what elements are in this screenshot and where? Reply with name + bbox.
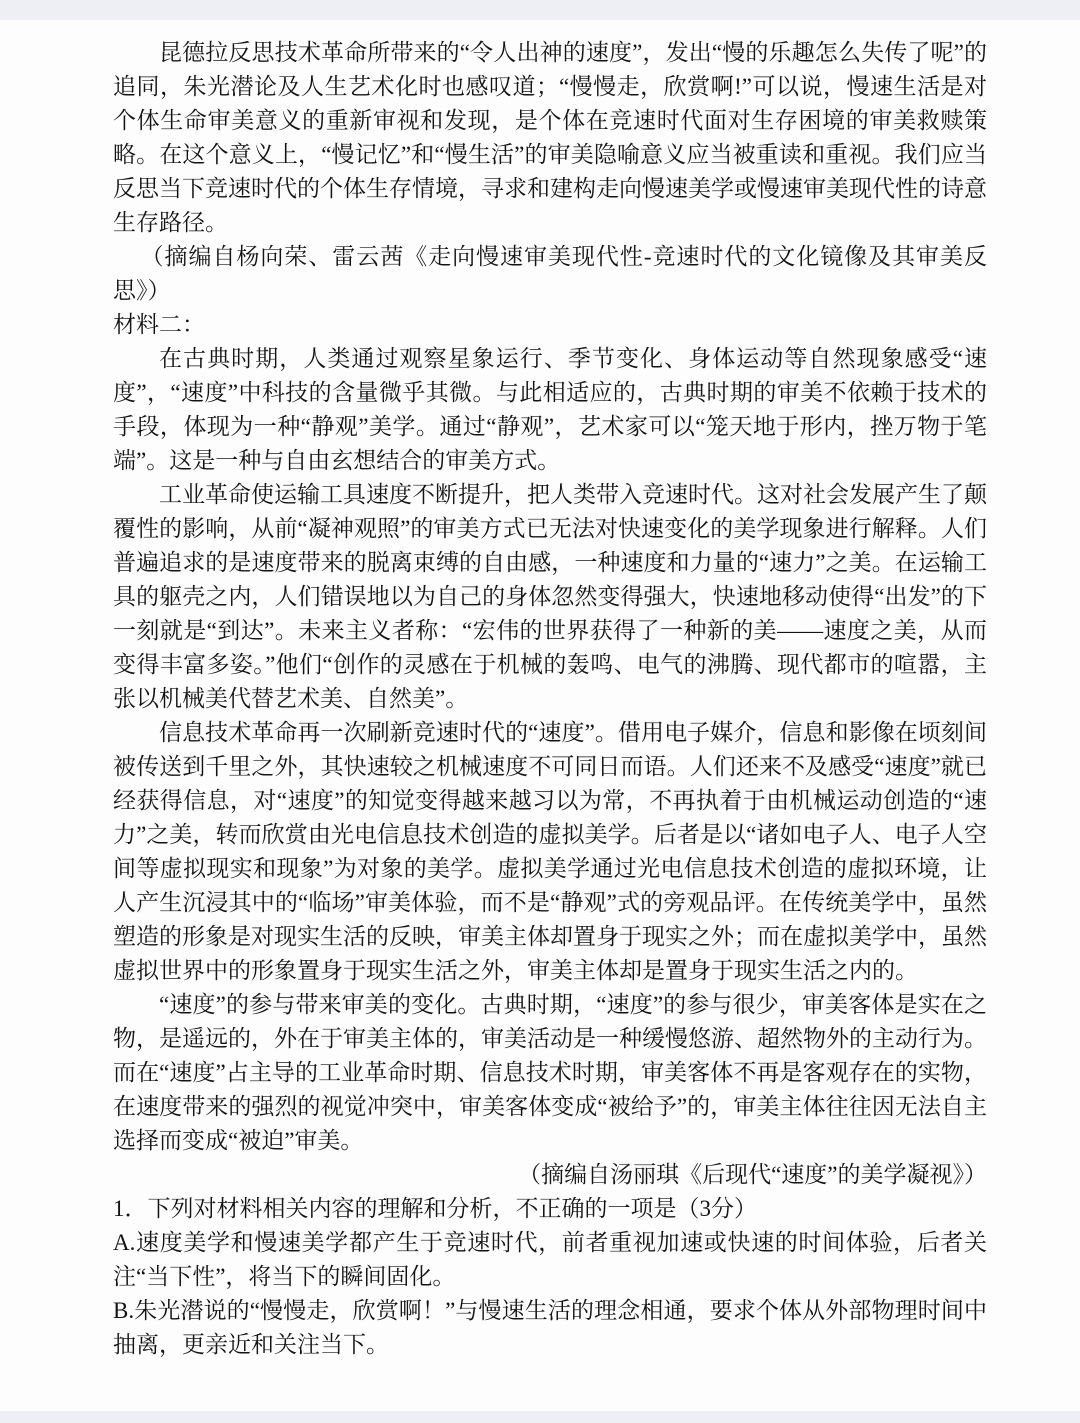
question-1-stem: 1．下列对材料相关内容的理解和分析，不正确的一项是（3分） — [113, 1196, 757, 1221]
option-a-text: 速度美学和慢速美学都产生于竞速时代，前者重视加速或快速的时间体验，后者关注“当下性”，将当下的瞬间固化。 — [113, 1230, 987, 1289]
material-two-paragraph-2: 工业革命使运输工具速度不断提升，把人类带入竞速时代。这对社会发展产生了颠覆性的影响，从前“凝神观照”的审美方式已无法对快速变化的美学现象进行解释。人们普遍追求的是速度带来的脱离束缚的自由感，一种速度和力量的“速力”之美。在运输工具的躯壳之内，人们错误地以为自己的身体忽然变得强大，快速地移动使得“出发”的下一刻就是“到达”。未来主义者称：“宏伟的世界获得了一种新的美——速度之美，从而变得丰富多姿。”他们“创作的灵感在于机械的轰鸣、电气的沸腾、现代都市的喧嚣，主张以机械美代替艺术美、自然美”。 — [113, 482, 987, 711]
material-two-paragraph-4: “速度”的参与带来审美的变化。古典时期，“速度”的参与很少，审美客体是实在之物，是遥远的，外在于审美主体的，审美活动是一种缓慢悠游、超然物外的主动行为。而在“速度”占主导的工业革命时期、信息技术时期，审美客体不再是客观存在的实物，在速度带来的强烈的视觉冲突中，审美客体变成“被给予”的，审美主体往往因无法自主选择而变成“被迫”审美。 — [113, 992, 987, 1153]
top-margin-band — [0, 0, 1080, 20]
option-b-text: 朱光潜说的“慢慢走，欣赏啊！”与慢速生活的理念相通，要求个体从外部物理时间中抽离，更亲近和关注当下。 — [113, 1298, 987, 1357]
material-one-attribution: （摘编自杨向荣、雷云茜《走向慢速审美现代性-竞速时代的文化镜像及其审美反思》） — [113, 244, 987, 303]
question-1-option-b — [113, 1294, 987, 1362]
reading-passage — [113, 20, 987, 1362]
option-b-label: B. — [113, 1298, 135, 1323]
material-one-paragraph: 昆德拉反思技术革命所带来的“令人出神的速度”，发出“慢的乐趣怎么失传了呢”的追同，朱光潜论及人生艺术化时也感叹道；“慢慢走，欣赏啊!”可以说，慢速生活是对个体生命审美意义的重新审视和发现，是个体在竞速时代面对生存困境的审美救赎策略。在这个意义上，“慢记忆”和“慢生活”的审美隐喻意义应当被重读和重视。我们应当反思当下竞速时代的个体生存情境，寻求和建构走向慢速美学或慢速审美现代性的诗意生存路径。 — [113, 40, 987, 235]
material-two-label: 材料二： — [113, 312, 205, 337]
material-two-attribution: （摘编自汤丽琪《后现代“速度”的美学凝视》） — [518, 1162, 987, 1187]
question-1 — [113, 1192, 987, 1362]
question-1-option-a — [113, 1226, 987, 1294]
material-two-paragraph-3: 信息技术革命再一次刷新竞速时代的“速度”。借用电子媒介，信息和影像在顷刻间被传送到千里之外，其快速较之机械速度不可同日而语。人们还来不及感受“速度”就已经获得信息，对“速度”的知觉变得越来越习以为常，不再执着于由机械运动创造的“速力”之美，转而欣赏由光电信息技术创造的虚拟美学。后者是以“诸如电子人、电子人空间等虚拟现实和现象”为对象的美学。虚拟美学通过光电信息技术创造的虚拟环境，让人产生沉浸其中的“临场”审美体验，而不是“静观”式的旁观品评。在传统美学中，虽然塑造的形象是对现实生活的反映，审美主体却置身于现实之外；而在虚拟美学中，虽然虚拟世界中的形象置身于现实生活之外，审美主体却是置身于现实生活之内的。 — [113, 720, 987, 983]
bottom-margin-band — [0, 1411, 1080, 1423]
material-two-paragraph-1: 在古典时期，人类通过观察星象运行、季节变化、身体运动等自然现象感受“速度”，“速度”中科技的含量微乎其微。与此相适应的，古典时期的审美不依赖于技术的手段，体现为一种“静观”美学。通过“静观”，艺术家可以“笼天地于形内，挫万物于笔端”。这是一种与自由玄想结合的审美方式。 — [113, 346, 987, 473]
option-a-label: A. — [113, 1230, 136, 1255]
